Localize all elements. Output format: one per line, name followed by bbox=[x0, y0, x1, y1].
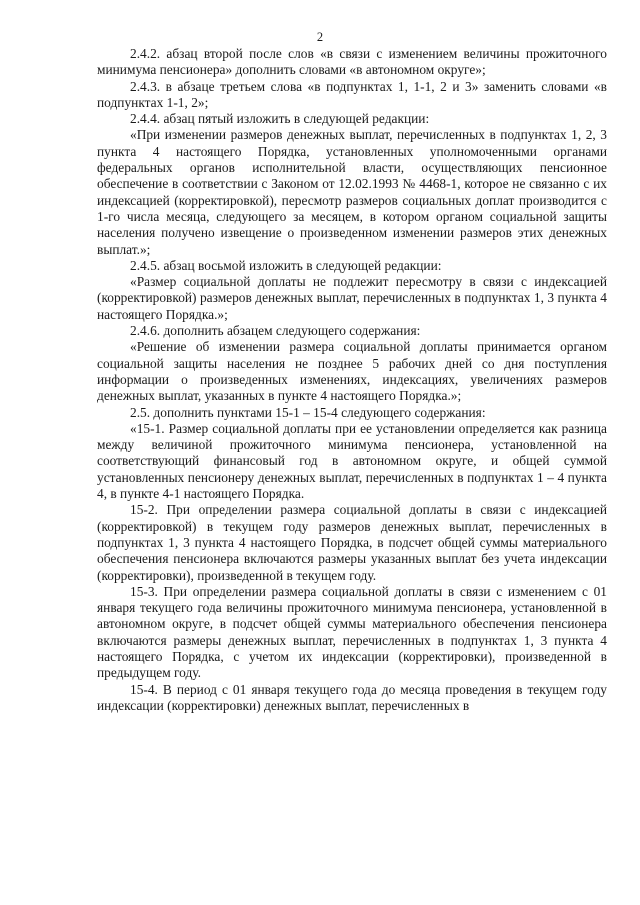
paragraph-15-3: 15-3. При определении размера социальной доплаты в связи с изменением с 01 января текущего года величины прожиточного минимума пенсионера, установленной в автономном округе, в подсчет общей суммы материального обеспечения пенсионера включаются размеры денежных выплат, перечисленных в подпунктах 1, 3 пункта 4 настоящего Порядка, с учетом их индексации (корректировки), произведенной в предыдущем году. bbox=[97, 583, 607, 681]
paragraph-2-4-6-quote: «Решение об изменении размера социальной доплаты принимается органом социальной защиты населения не позднее 5 рабочих дней со дня поступления информации о произведенных изменениях, индексациях, увеличениях размеров денежных выплат, указанных в пункте 4 настоящего Порядка.»; bbox=[97, 339, 607, 404]
paragraph-15-2: 15-2. При определении размера социальной доплаты в связи с индексацией (корректировкой) в текущем году размеров денежных выплат, перечисленных в подпунктах 1, 3 пункта 4 настоящего Порядка, в подсчет общей суммы материального обеспечения пенсионера включаются размеры указанных выплат без учета индексации (корректировки), произведенной в текущем году. bbox=[97, 502, 607, 583]
paragraph-15-4: 15-4. В период с 01 января текущего года до месяца проведения в текущем году индексации (корректировки) денежных выплат, перечисленных в bbox=[97, 681, 607, 713]
paragraph-2-4-6: 2.4.6. дополнить абзацем следующего содержания: bbox=[130, 323, 421, 339]
paragraph-2-4-5-quote: «Размер социальной доплаты не подлежит пересмотру в связи с индексацией (корректировкой) размеров денежных выплат, перечисленных в подпунктах 1, 3 пункта 4 настоящего Порядка.»; bbox=[97, 274, 607, 322]
paragraph-2-4-3: 2.4.3. в абзаце третьем слова «в подпунктах 1, 1-1, 2 и 3» заменить словами «в подпунктах 1-1, 2»; bbox=[97, 78, 607, 110]
page-number: 2 bbox=[316, 30, 324, 44]
paragraph-2-4-2: 2.4.2. абзац второй после слов «в связи с изменением величины прожиточного минимума пенсионера» дополнить словами «в автономном округе»; bbox=[97, 46, 607, 78]
paragraph-2-4-4-quote: «При изменении размеров денежных выплат, перечисленных в подпунктах 1, 2, 3 пункта 4 настоящего Порядка, установленных уполномоченными органами федеральных органов исполнительной власти, осуществляющих пенсионное обеспечение в соответствии с Законом от 12.02.1993 № 4468-1, которое не связанно с их индексацией (корректировкой), пересмотр размеров социальных доплат производится с 1-го числа месяца, следующего за месяцем, в котором органом социальной защиты населения получено извещение о произведенном изменении размеров этих денежных выплат.»; bbox=[97, 127, 607, 257]
paragraph-2-4-4: 2.4.4. абзац пятый изложить в следующей редакции: bbox=[130, 111, 430, 127]
paragraph-2-5: 2.5. дополнить пунктами 15-1 – 15-4 следующего содержания: bbox=[130, 404, 486, 420]
paragraph-15-1: «15-1. Размер социальной доплаты при ее установлении определяется как разница между величиной прожиточного минимума пенсионера, установленной на соответствующий финансовый год в автономном округе, и общей суммой установленных пенсионеру денежных выплат, перечисленных в подпунктах 1 – 4 пункта 4, в пункте 4-1 настоящего Порядка. bbox=[97, 420, 607, 502]
document-body bbox=[97, 46, 607, 714]
paragraph-2-4-5: 2.4.5. абзац восьмой изложить в следующей редакции: bbox=[130, 257, 442, 273]
